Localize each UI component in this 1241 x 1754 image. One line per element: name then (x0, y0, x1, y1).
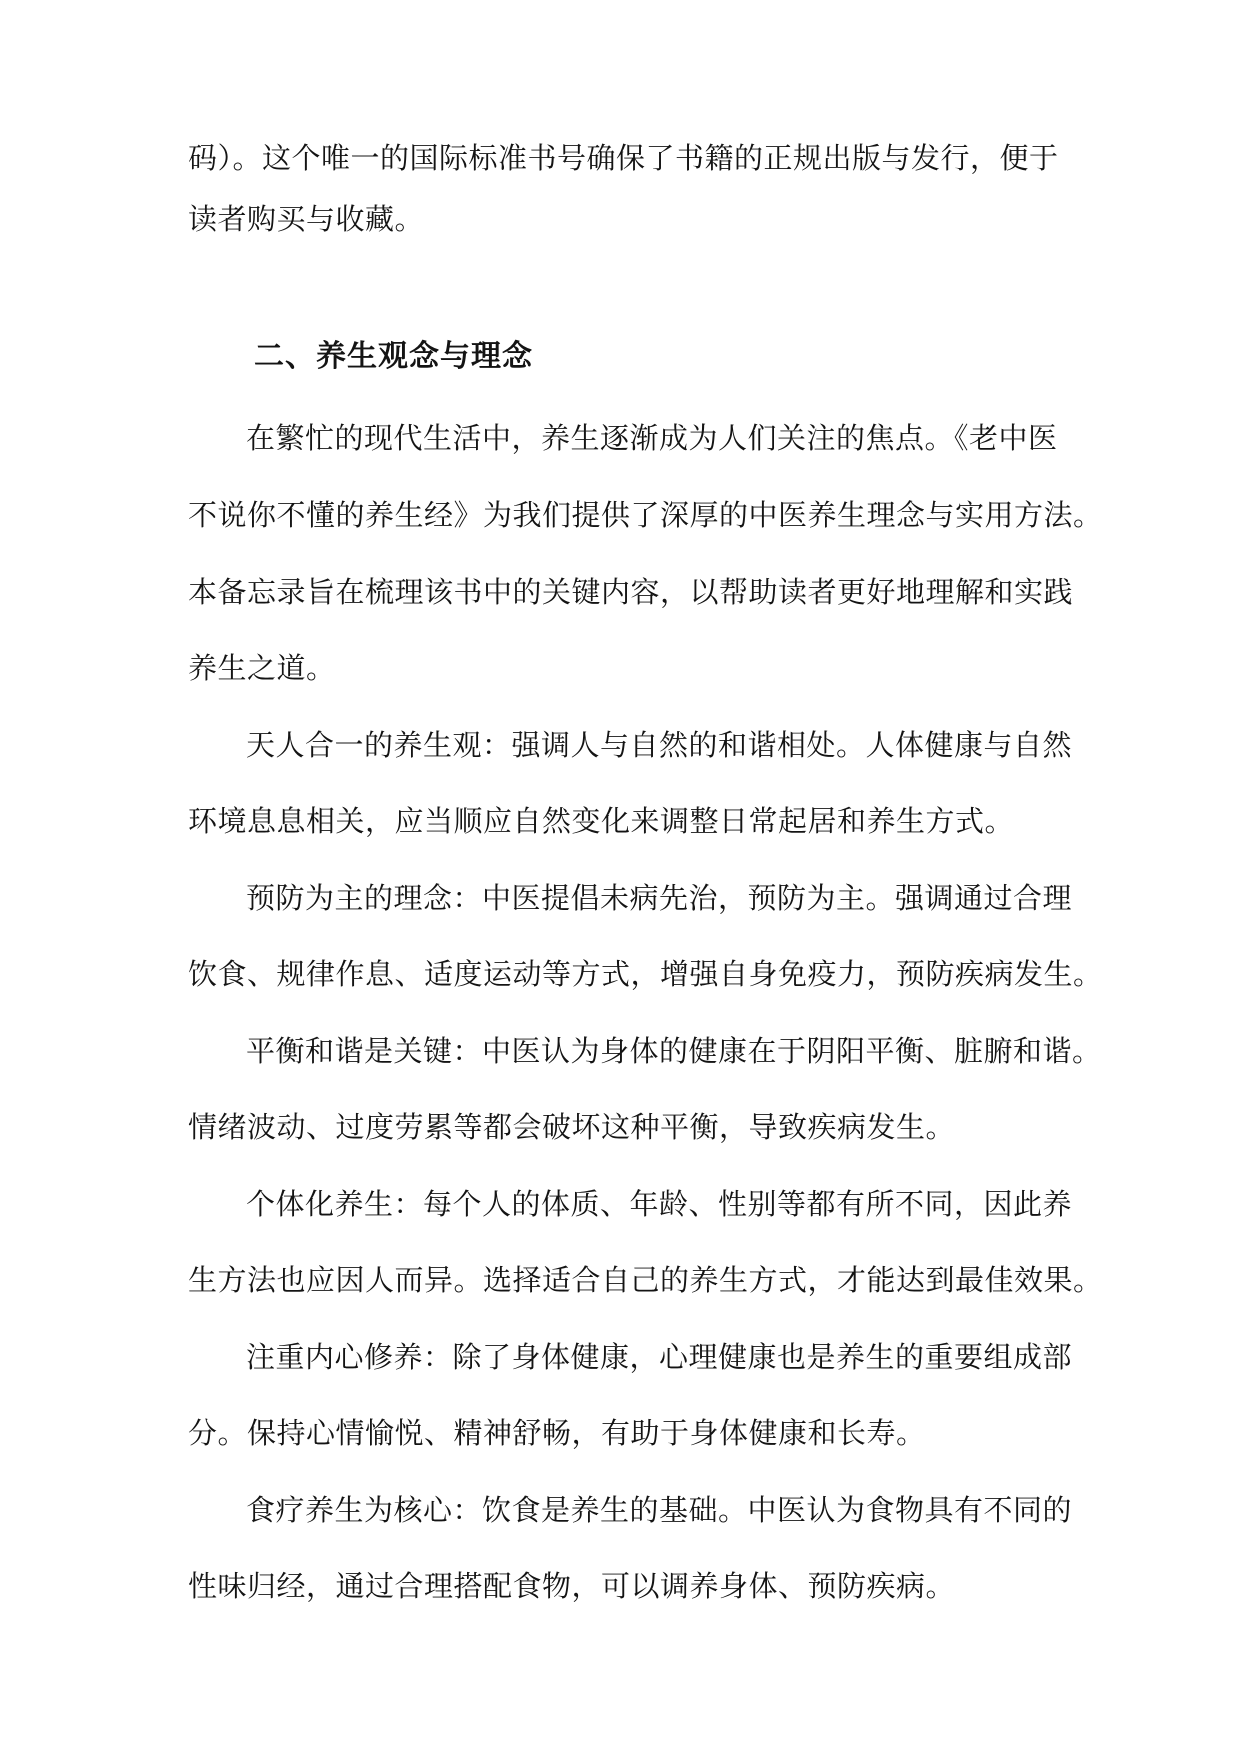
text-line: 个体化养生：每个人的体质、年龄、性别等都有所不同，因此养 (246, 1187, 1073, 1221)
text-line: 食疗养生为核心：饮食是养生的基础。中医认为食物具有不同的 (246, 1493, 1073, 1527)
text-line: 环境息息相关，应当顺应自然变化来调整日常起居和养生方式。 (188, 804, 1015, 838)
section-heading: 二、养生观念与理念 (254, 339, 533, 374)
text-line: 天人合一的养生观：强调人与自然的和谐相处。人体健康与自然 (246, 728, 1073, 762)
text-line: 读者购买与收藏。 (188, 202, 425, 236)
text-line: 生方法也应因人而异。选择适合自己的养生方式，才能达到最佳效果。 (188, 1263, 1103, 1297)
text-line: 在繁忙的现代生活中，养生逐渐成为人们关注的焦点。《老中医 (246, 421, 1058, 455)
text-line: 本备忘录旨在梳理该书中的关键内容，以帮助读者更好地理解和实践 (188, 575, 1074, 609)
text-line: 情绪波动、过度劳累等都会破坏这种平衡，导致疾病发生。 (188, 1110, 956, 1144)
text-line: 注重内心修养：除了身体健康，心理健康也是养生的重要组成部 (246, 1340, 1073, 1374)
text-line: 饮食、规律作息、适度运动等方式，增强自身免疫力，预防疾病发生。 (188, 957, 1103, 991)
text-line: 分。保持心情愉悦、精神舒畅，有助于身体健康和长寿。 (188, 1416, 926, 1450)
text-line: 性味归经，通过合理搭配食物，可以调养身体、预防疾病。 (188, 1569, 956, 1603)
text-line: 码）。这个唯一的国际标准书号确保了书籍的正规出版与发行，便于 (188, 141, 1059, 175)
text-line: 预防为主的理念：中医提倡未病先治，预防为主。强调通过合理 (246, 881, 1073, 915)
text-line: 不说你不懂的养生经》为我们提供了深厚的中医养生理念与实用方法。 (188, 498, 1103, 532)
text-line: 平衡和谐是关键：中医认为身体的健康在于阴阳平衡、脏腑和谐。 (246, 1034, 1102, 1068)
text-line: 养生之道。 (188, 651, 336, 685)
